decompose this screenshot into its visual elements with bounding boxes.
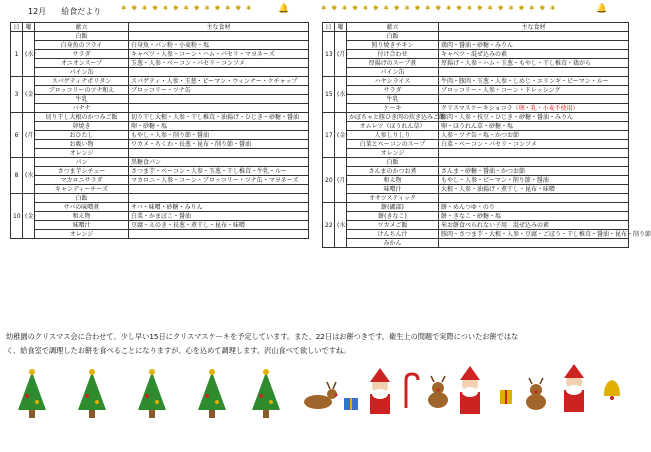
ingredients-text: キャベツ・人参・コーン・ハム・パセリ・マヨネーズ	[131, 50, 275, 58]
weekday-cell: (月)	[335, 158, 347, 203]
ingredients-cell	[439, 50, 629, 59]
ingredients-cell	[129, 59, 309, 68]
bell-icon	[604, 380, 620, 400]
dish-cell: 卯焼き	[35, 122, 129, 131]
ingredients-text: もやし・人参・削り節・醤油	[131, 131, 210, 139]
bell-icon: 🔔	[278, 4, 290, 14]
table-row	[323, 113, 629, 122]
ingredients-text: 餅・きなこ・砂糖・塩	[441, 212, 502, 220]
ingredients-cell	[129, 131, 309, 140]
dish-cell: スパゲティナポリタン	[35, 77, 129, 86]
table-row	[11, 122, 309, 131]
ingredients-text: 豚肉・人参・枝豆・ひじき・砂糖・醤油・みりん	[441, 113, 574, 121]
weekday-cell: (水)	[335, 203, 347, 248]
candy-cane-icon	[406, 374, 418, 408]
ingredients-cell	[439, 194, 629, 203]
table-row	[323, 221, 629, 230]
ingredients-cell	[129, 140, 309, 149]
table-row	[11, 32, 309, 41]
dish-cell: 和え物	[35, 212, 129, 221]
dish-cell: 白菜とベーコンのスープ	[347, 140, 439, 149]
dish-cell: オレンジ	[35, 230, 129, 239]
ingredients-text: サバ・味噌・砂糖・みりん	[131, 203, 203, 211]
ingredients-cell	[439, 131, 629, 140]
dish-cell: ワカメご飯	[347, 221, 439, 230]
menu-table-left	[10, 22, 309, 239]
dish-cell: パイン缶	[347, 68, 439, 77]
ingredients-text: 卵・砂糖・塩	[131, 122, 168, 130]
col-weekday: 曜	[335, 23, 347, 32]
ingredients-cell	[129, 68, 309, 77]
weekday-cell: (金)	[335, 113, 347, 158]
ornament-icon: ✶ ✷ ✶ ✷ ✶ ✷ ✶ ✷ ✶ ✷ ✶ ✷ ✶ ✷ ✶ ✷ ✶ ✷ ✶ ✷ ✶ ✷ ✶	[320, 4, 557, 14]
ingredients-cell	[129, 158, 309, 167]
weekday-cell: (金)	[23, 77, 35, 113]
col-day: 日	[11, 23, 23, 32]
ingredients-cell	[129, 149, 309, 158]
christmas-decoration-strip	[0, 364, 640, 452]
ingredients-cell	[439, 158, 629, 167]
table-row	[323, 32, 629, 41]
dish-cell: 牛乳	[347, 95, 439, 104]
ingredients-cell	[129, 95, 309, 104]
ingredients-cell	[439, 41, 629, 50]
ingredients-cell	[439, 149, 629, 158]
table-row	[11, 41, 309, 50]
ingredients-text: 牛肉・豚肉・玉葱・人参・しめじ・エリンギ・ピーマン・ルー	[441, 77, 609, 85]
table-row	[11, 176, 309, 185]
day-cell: 6	[11, 113, 23, 158]
present-icon	[500, 390, 512, 404]
table-row	[11, 185, 309, 194]
ingredients-text: 卵・ほうれん草・砂糖・塩	[441, 122, 514, 130]
table-row	[323, 95, 629, 104]
dish-cell: 白飯	[35, 194, 129, 203]
dish-cell: 照り焼きチキン	[347, 41, 439, 50]
ingredients-text: 玉葱・人参・ベーコン・パセリ・コンソメ	[131, 59, 245, 67]
ingredients-text: マカロニ・人参・コーン・ブロッコリー・ツナ缶・マヨネーズ	[131, 176, 299, 184]
col-ingredients: 主な食材	[129, 23, 309, 32]
day-cell: 10	[11, 194, 23, 239]
ingredients-text: キャベツ・混ぜ込みの素	[441, 50, 508, 58]
table-row	[11, 167, 309, 176]
santa-icon	[370, 368, 390, 414]
ingredients-text: ブロッコリー・ツナ缶	[131, 86, 191, 94]
christmas-tree-icon	[252, 369, 280, 418]
table-row	[323, 50, 629, 59]
day-cell: 3	[11, 77, 23, 113]
table-row	[11, 131, 309, 140]
present-icon	[344, 398, 358, 410]
day-cell: 20	[323, 158, 335, 203]
ingredients-cell	[439, 221, 629, 230]
ingredients-cell	[129, 212, 309, 221]
dish-cell: さつま芋シチュー	[35, 167, 129, 176]
table-row	[323, 41, 629, 50]
table-row	[11, 86, 309, 95]
ingredients-cell	[439, 113, 629, 122]
table-row	[323, 194, 629, 203]
day-cell: 22	[323, 203, 335, 248]
table-row	[323, 140, 629, 149]
ingredients-text: 黒糖食パン	[131, 158, 162, 166]
ingredients-cell	[129, 221, 309, 230]
ingredients-cell	[129, 104, 309, 113]
dish-cell: サラダ	[35, 50, 129, 59]
dish-cell: ハヤシライス	[347, 77, 439, 86]
ingredients-text: 米お餅食べられない子用 混ぜ込みの素	[441, 221, 550, 229]
ingredients-cell	[439, 86, 629, 95]
dish-cell: おひたし	[35, 131, 129, 140]
col-ingredients: 主な食材	[439, 23, 629, 32]
ingredients-text: ブロッコリー・人参・コーン・ドレッシング	[441, 86, 561, 94]
ingredients-cell	[129, 122, 309, 131]
dish-cell: サラダ	[347, 86, 439, 95]
menu-table-right	[322, 22, 651, 248]
dish-cell: 味噌汁	[35, 221, 129, 230]
ingredients-cell	[439, 176, 629, 185]
weekday-cell: (水)	[335, 77, 347, 113]
dish-cell: 白身魚のフライ	[35, 41, 129, 50]
ingredients-text: 厚揚げ・人参・ハム・玉葱・もやし・干し椎茸・鶏がら	[441, 59, 592, 67]
table-row	[11, 77, 309, 86]
weekday-cell: (水)	[23, 158, 35, 194]
message-line-1: 幼稚園のクリスマス会に合わせて、少し早い15日にクリスマスケーキを予定しています。また、22日はお餅つきです。衛生上の問題で実際についたお餅ではな	[6, 332, 519, 341]
ingredients-cell	[129, 86, 309, 95]
table-row	[323, 59, 629, 68]
dish-cell: 餅(磯部)	[347, 203, 439, 212]
table-row	[11, 221, 309, 230]
reindeer-icon	[304, 382, 338, 409]
dish-cell: さんまのかつお煮	[347, 167, 439, 176]
col-dish: 献立	[35, 23, 129, 32]
table-row	[323, 77, 629, 86]
dish-cell: けんちん汁	[347, 230, 439, 239]
month-label: 12月	[28, 7, 47, 16]
dish-cell: マカロニサラダ	[35, 176, 129, 185]
dish-cell: ケーキ	[347, 104, 439, 113]
dish-cell: 味噌汁	[347, 185, 439, 194]
dish-cell: かぼちゃと豚ひき肉の炊き込みご飯	[347, 113, 439, 122]
dish-cell: 厚揚げのスープ煮	[347, 59, 439, 68]
dish-cell: オムレツ（ほうれん草）	[347, 122, 439, 131]
dish-cell: オレンジ	[347, 149, 439, 158]
weekday-cell: (月)	[23, 113, 35, 158]
table-row	[323, 239, 629, 248]
table-row	[11, 158, 309, 167]
weekday-cell: (金)	[23, 194, 35, 239]
table-row	[11, 194, 309, 203]
dish-cell: バナナ	[35, 104, 129, 113]
ingredients-cell	[129, 113, 309, 122]
ingredients-cell	[439, 32, 629, 41]
page-header	[28, 6, 101, 17]
ornament-icon: ✶ ✷ ✶ ✷ ✶ ✷ ✶ ✷ ✶ ✷ ✶ ✷ ✶	[120, 4, 253, 14]
ingredients-text: ワカメ・ちくわ・長葱・昆布・削り節・醤油	[131, 140, 252, 148]
table-header-row	[323, 23, 629, 32]
christmas-tree-icon	[138, 369, 166, 418]
table-row	[11, 113, 309, 122]
table-row	[323, 131, 629, 140]
table-row	[323, 212, 629, 221]
page-title: 給食だより	[61, 7, 102, 16]
table-row	[11, 149, 309, 158]
col-weekday: 曜	[23, 23, 35, 32]
santa-icon	[564, 364, 584, 412]
ingredients-cell	[129, 185, 309, 194]
table-row	[11, 104, 309, 113]
table-row	[323, 104, 629, 113]
ingredients-text: 大根・人参・油揚げ・煮干し・昆布・味噌	[441, 185, 556, 193]
table-row	[11, 68, 309, 77]
ingredients-cell	[439, 203, 629, 212]
dish-cell: パン	[35, 158, 129, 167]
ingredients-cell	[439, 185, 629, 194]
ingredients-cell	[129, 50, 309, 59]
table-row	[11, 95, 309, 104]
allergen-note: （卵・乳・小麦不使用）	[512, 104, 579, 112]
christmas-tree-icon	[78, 369, 106, 418]
ingredients-cell	[439, 104, 629, 113]
table-row	[323, 167, 629, 176]
ingredients-text: 人参・ツナ缶・塩・かつお節	[441, 131, 520, 139]
dish-cell: 付け合わせ	[347, 50, 439, 59]
dish-cell: 白飯	[35, 32, 129, 41]
dish-cell: パイン缶	[35, 68, 129, 77]
ingredients-cell	[439, 68, 629, 77]
ingredients-cell	[439, 95, 629, 104]
table-row	[323, 122, 629, 131]
ingredients-text: 豚肉・さつま芋・大根・人参・豆腐・ごぼう・干し椎茸・醤油・昆布・削り節	[441, 230, 651, 238]
ingredients-cell	[129, 194, 309, 203]
ingredients-text: もやし・人参・ピーマン・削り節・醤油	[441, 176, 549, 184]
col-dish: 献立	[347, 23, 439, 32]
table-row	[11, 140, 309, 149]
dish-cell: キャンディーチーズ	[35, 185, 129, 194]
ingredients-text: 白菜・かまぼこ・醤油	[131, 212, 192, 220]
ingredients-cell	[439, 212, 629, 221]
table-row	[323, 230, 629, 239]
ingredients-text: さんま・砂糖・醤油・かつお節	[441, 167, 526, 175]
bell-icon: 🔔	[596, 4, 608, 14]
dish-cell: サバの味噌煮	[35, 203, 129, 212]
christmas-tree-icon	[198, 369, 226, 418]
table-row	[323, 185, 629, 194]
ingredients-cell	[439, 59, 629, 68]
dish-cell: お吸い物	[35, 140, 129, 149]
message-line-2: く、給食室で調理したお餅を食べることになりますが、心を込めて調理します。沢山食べて欲しいですね。	[6, 346, 351, 355]
ingredients-cell	[129, 32, 309, 41]
dish-cell: 切り干し大根のかつみご飯	[35, 113, 129, 122]
santa-icon	[460, 366, 480, 414]
table-row	[323, 176, 629, 185]
ingredients-cell	[439, 77, 629, 86]
day-cell: 17	[323, 113, 335, 158]
ingredients-cell	[439, 239, 629, 248]
ingredients-text: さつま芋・ベーコン・人参・玉葱・干し椎茸・牛乳・ルー	[131, 167, 288, 175]
table-row	[11, 50, 309, 59]
dish-cell: 人参しりしり	[347, 131, 439, 140]
ingredients-text: 白菜・ベーコン・パセリ・コンソメ	[441, 140, 537, 148]
table-header-row	[11, 23, 309, 32]
ingredients-text: 鶏肉・醤油・砂糖・みりん	[441, 41, 514, 49]
dish-cell: 白飯	[347, 158, 439, 167]
table-row	[323, 203, 629, 212]
ingredients-cell	[129, 203, 309, 212]
table-row	[11, 230, 309, 239]
table-row	[323, 86, 629, 95]
reindeer-icon	[428, 376, 448, 408]
ingredients-text: 切り干し大根・人参・干し椎茸・油揚げ・ひじき・砂糖・醤油	[131, 113, 300, 121]
ingredients-text: スパゲティ・人参・玉葱・ピーマン・ウィンナー・ケチャップ	[131, 77, 298, 85]
table-row	[323, 158, 629, 167]
table-row	[323, 68, 629, 77]
dish-cell: 餅(きなこ)	[347, 212, 439, 221]
ingredients-cell	[439, 122, 629, 131]
ingredients-text: 豆腐・えのき・長葱・煮干し・昆布・味噌	[131, 221, 246, 229]
ingredients-text: 白身魚・パン粉・小麦粉・塩	[131, 41, 210, 49]
dish-cell: 牛乳	[35, 95, 129, 104]
ingredients-cell	[129, 230, 309, 239]
ingredients-cell	[439, 140, 629, 149]
dish-cell: 白飯	[347, 32, 439, 41]
day-cell: 15	[323, 77, 335, 113]
table-row	[11, 212, 309, 221]
table-row	[11, 203, 309, 212]
day-cell: 13	[323, 32, 335, 77]
table-row	[11, 59, 309, 68]
dish-cell: ブロッコリーのツナ和え	[35, 86, 129, 95]
col-day: 日	[323, 23, 335, 32]
ingredients-cell	[439, 230, 651, 239]
dish-cell: オニオンスープ	[35, 59, 129, 68]
table-row	[323, 149, 629, 158]
dish-cell: みかん	[347, 239, 439, 248]
ingredients-text: 餅・めんつゆ・のり	[441, 203, 495, 211]
reindeer-icon	[526, 378, 546, 410]
ingredients-cell	[439, 167, 629, 176]
day-cell: 1	[11, 32, 23, 77]
ingredients-cell	[129, 176, 309, 185]
ingredients-cell	[129, 41, 309, 50]
ingredients-cell	[129, 77, 309, 86]
ingredients-text: クリスマスケーキショコラ	[441, 104, 513, 112]
ingredients-cell	[129, 167, 309, 176]
day-cell: 8	[11, 158, 23, 194]
dish-cell: オレンジ	[35, 149, 129, 158]
weekday-cell: (水)	[23, 32, 35, 77]
christmas-tree-icon	[18, 369, 46, 418]
dish-cell: オサツスティック	[347, 194, 439, 203]
weekday-cell: (月)	[335, 32, 347, 77]
dish-cell: 和え物	[347, 176, 439, 185]
